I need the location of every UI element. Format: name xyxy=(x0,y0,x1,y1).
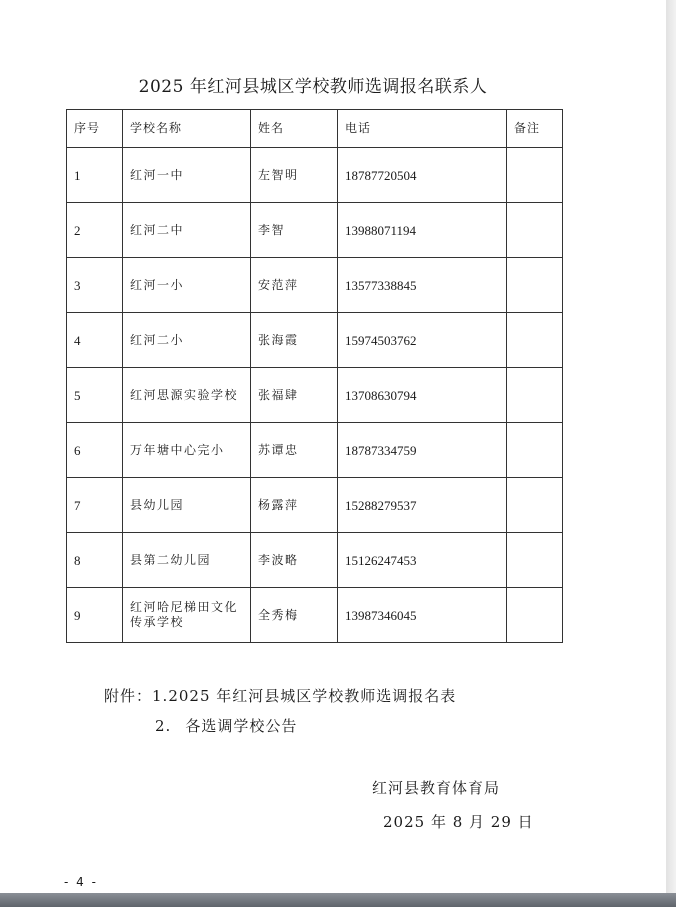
table-row xyxy=(67,258,563,313)
row-remarks xyxy=(507,588,563,643)
row-index: 2 xyxy=(67,203,123,258)
row-phone: 13708630794 xyxy=(338,368,507,423)
row-phone: 15974503762 xyxy=(338,313,507,368)
row-phone: 13987346045 xyxy=(338,588,507,643)
row-contact-name: 苏谭忠 xyxy=(251,423,338,478)
header-phone: 电话 xyxy=(338,110,507,148)
row-remarks xyxy=(507,423,563,478)
row-remarks xyxy=(507,258,563,313)
attachment-item-2-number: 2. xyxy=(155,717,172,735)
row-contact-name: 李波略 xyxy=(251,533,338,588)
header-remarks: 备注 xyxy=(507,110,563,148)
row-remarks xyxy=(507,148,563,203)
row-contact-name: 左智明 xyxy=(251,148,338,203)
row-school: 红河一中 xyxy=(123,148,251,203)
row-school: 县第二幼儿园 xyxy=(123,533,251,588)
table-row xyxy=(67,203,563,258)
row-contact-name: 杨露萍 xyxy=(251,478,338,533)
row-school: 红河一小 xyxy=(123,258,251,313)
table-row xyxy=(67,148,563,203)
table-row xyxy=(67,313,563,368)
row-phone: 18787334759 xyxy=(338,423,507,478)
row-index: 4 xyxy=(67,313,123,368)
table-row xyxy=(67,533,563,588)
table-row xyxy=(67,588,563,643)
attachment-item-2: 各选调学校公告 xyxy=(185,717,298,735)
row-index: 9 xyxy=(67,588,123,643)
row-index: 6 xyxy=(67,423,123,478)
document-title: 2025 年红河县城区学校教师选调报名联系人 xyxy=(138,77,488,97)
row-contact-name: 张福肆 xyxy=(251,368,338,423)
attachments-label: 附件： xyxy=(104,687,153,705)
row-remarks xyxy=(507,368,563,423)
table-row xyxy=(67,478,563,533)
attachment-line-2 xyxy=(104,711,456,741)
row-phone: 18787720504 xyxy=(338,148,507,203)
row-school: 红河二中 xyxy=(123,203,251,258)
contact-table xyxy=(66,109,563,643)
table-row xyxy=(67,368,563,423)
table-row xyxy=(67,423,563,478)
attachment-line-1 xyxy=(104,681,456,711)
header-school: 学校名称 xyxy=(123,110,251,148)
issue-date: 2025 年 8 月 29 日 xyxy=(383,813,534,831)
page-number: - 4 - xyxy=(64,875,98,889)
header-index: 序号 xyxy=(67,110,123,148)
row-remarks xyxy=(507,478,563,533)
row-index: 8 xyxy=(67,533,123,588)
row-school: 红河哈尼梯田文化传承学校 xyxy=(123,588,251,643)
row-phone: 15126247453 xyxy=(338,533,507,588)
row-remarks xyxy=(507,313,563,368)
row-school: 红河二小 xyxy=(123,313,251,368)
row-index: 1 xyxy=(67,148,123,203)
row-school: 红河思源实验学校 xyxy=(123,368,251,423)
row-contact-name: 李智 xyxy=(251,203,338,258)
row-school: 县幼儿园 xyxy=(123,478,251,533)
row-phone: 15288279537 xyxy=(338,478,507,533)
issuing-authority: 红河县教育体育局 xyxy=(372,779,501,797)
row-school: 万年塘中心完小 xyxy=(123,423,251,478)
viewer-bottom-bar xyxy=(0,893,676,907)
row-phone: 13988071194 xyxy=(338,203,507,258)
header-name: 姓名 xyxy=(251,110,338,148)
row-remarks xyxy=(507,533,563,588)
row-contact-name: 张海霞 xyxy=(251,313,338,368)
attachment-item-1: 1.2025 年红河县城区学校教师选调报名表 xyxy=(152,687,457,705)
row-index: 3 xyxy=(67,258,123,313)
table-header-row xyxy=(67,110,563,148)
row-contact-name: 安范萍 xyxy=(251,258,338,313)
row-contact-name: 全秀梅 xyxy=(251,588,338,643)
attachments-block xyxy=(104,681,456,741)
row-index: 7 xyxy=(67,478,123,533)
row-phone: 13577338845 xyxy=(338,258,507,313)
row-remarks xyxy=(507,203,563,258)
row-index: 5 xyxy=(67,368,123,423)
page-edge-shadow xyxy=(666,0,676,893)
